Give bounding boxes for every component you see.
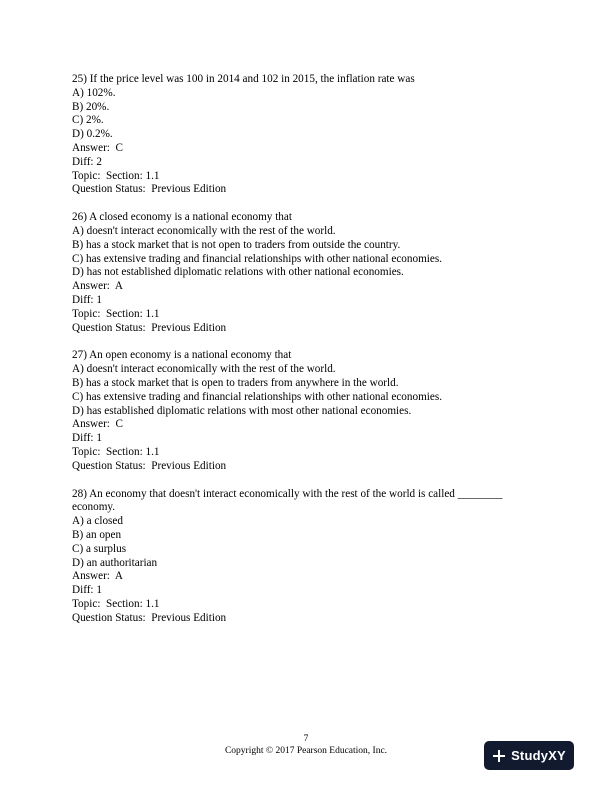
studyxy-badge[interactable] — [484, 741, 574, 770]
topic-line: Topic: Section: 1.1 — [72, 307, 160, 320]
question-28 — [72, 488, 542, 626]
option-c: C) has extensive trading and financial relationships with other national economies. — [72, 390, 443, 403]
status-line: Question Status: Previous Edition — [72, 183, 227, 196]
option-a: A) a closed — [72, 515, 123, 528]
badge-brand-label: StudyXY — [511, 748, 566, 763]
answer-line: Answer: A — [72, 570, 123, 583]
option-a: A) doesn't interact economically with the rest of the world. — [72, 363, 336, 376]
option-b: B) has a stock market that is not open to traders from outside the country. — [72, 238, 401, 251]
plus-icon — [492, 749, 506, 763]
answer-line: Answer: C — [72, 418, 123, 431]
difficulty-line: Diff: 1 — [72, 432, 102, 445]
topic-line: Topic: Section: 1.1 — [72, 597, 160, 610]
question-27 — [72, 349, 542, 473]
option-a: A) doesn't interact economically with the rest of the world. — [72, 224, 336, 237]
option-c: C) has extensive trading and financial relationships with other national economies. — [72, 252, 443, 265]
difficulty-line: Diff: 2 — [72, 155, 102, 168]
page-number: 7 — [303, 734, 309, 744]
document-body — [72, 73, 542, 639]
status-line: Question Status: Previous Edition — [72, 459, 227, 472]
option-b: B) has a stock market that is open to traders from anywhere in the world. — [72, 376, 399, 389]
status-line: Question Status: Previous Edition — [72, 321, 227, 334]
question-prompt: 27) An open economy is a national economy that — [72, 349, 292, 362]
question-prompt: 28) An economy that doesn't interact economically with the rest of the world is called ________ economy. — [72, 487, 506, 514]
difficulty-line: Diff: 1 — [72, 584, 102, 597]
option-b: B) an open — [72, 528, 122, 541]
difficulty-line: Diff: 1 — [72, 293, 102, 306]
option-a: A) 102%. — [72, 86, 116, 99]
question-prompt: 25) If the price level was 100 in 2014 and 102 in 2015, the inflation rate was — [72, 73, 415, 85]
status-line: Question Status: Previous Edition — [72, 611, 227, 624]
topic-line: Topic: Section: 1.1 — [72, 169, 160, 182]
option-d: D) has established diplomatic relations with most other national economies. — [72, 404, 412, 417]
option-d: D) an authoritarian — [72, 556, 158, 569]
option-d: D) has not established diplomatic relations with other national economies. — [72, 266, 404, 279]
option-d: D) 0.2%. — [72, 128, 113, 141]
question-25 — [72, 73, 542, 197]
option-c: C) a surplus — [72, 542, 127, 555]
topic-line: Topic: Section: 1.1 — [72, 445, 160, 458]
answer-line: Answer: A — [72, 280, 123, 293]
answer-line: Answer: C — [72, 141, 123, 154]
option-b: B) 20%. — [72, 100, 110, 113]
copyright-notice: Copyright © 2017 Pearson Education, Inc. — [224, 746, 388, 756]
question-26 — [72, 211, 542, 335]
question-prompt: 26) A closed economy is a national economy that — [72, 211, 292, 224]
option-c: C) 2%. — [72, 114, 104, 127]
